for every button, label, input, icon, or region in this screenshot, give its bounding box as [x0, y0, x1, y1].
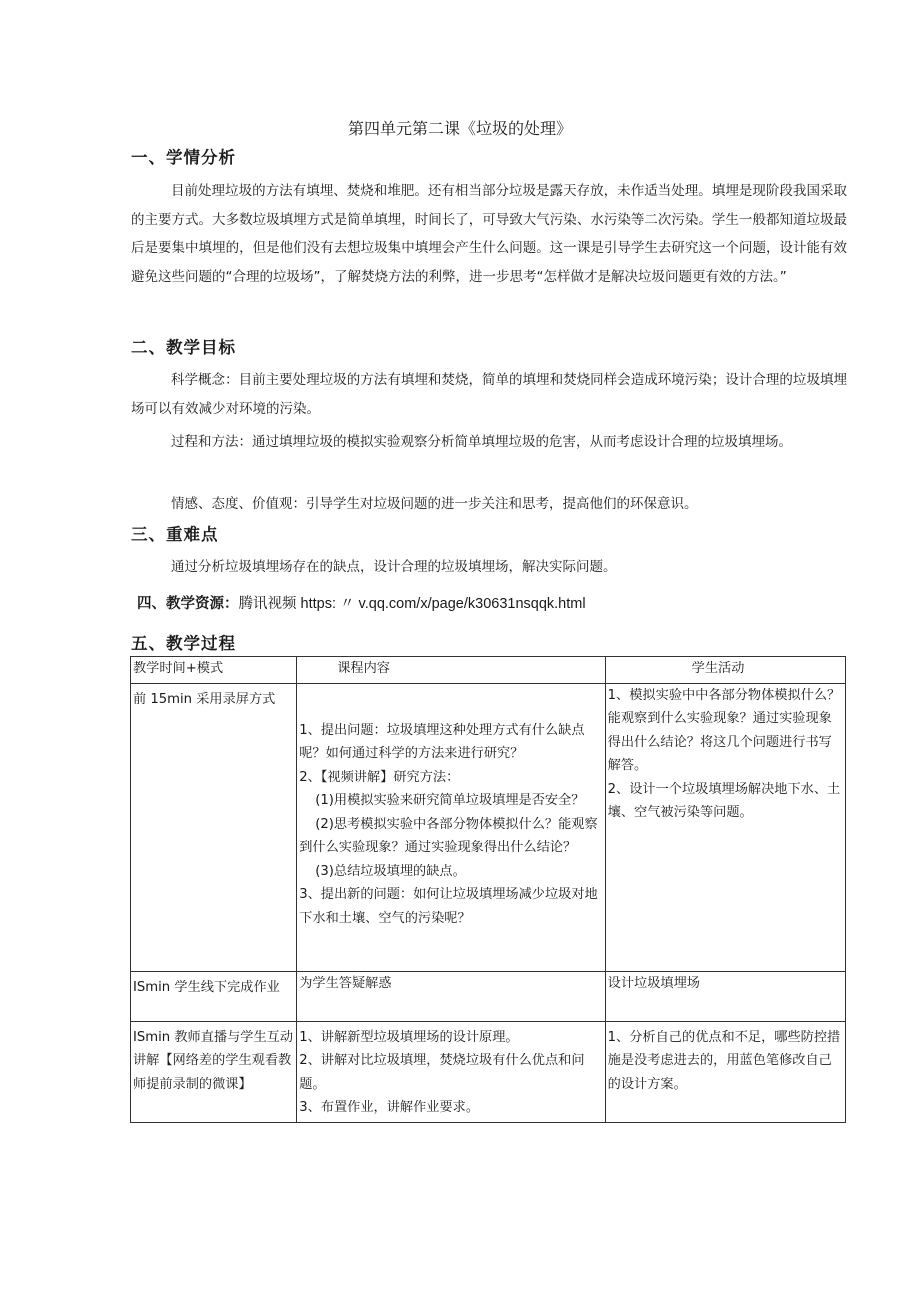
table-header-row [131, 657, 846, 684]
resources-line [137, 593, 586, 615]
section-heading-process: 五、教学过程 [131, 634, 236, 653]
row3-content-c3: 3、布置作业，讲解作业要求。 [299, 1100, 480, 1115]
row3-activity: 1、分析自己的优点和不足，哪些防控措施是没考虑进去的，用蓝色笔修改自己的设计方案。 [605, 1021, 845, 1122]
row1-content-s2: (2)思考模拟实验中各部分物体模拟什么？能观察到什么实验现象？通过实验现象得出什么结论？ [299, 816, 598, 855]
document-title: 第四单元第二课《垃圾的处理》 [347, 119, 572, 138]
row1-content-p1: 1、提出问题：垃圾填埋这种处理方式有什么缺点呢？如何通过科学的方法来进行研究？ [299, 722, 585, 761]
table-header-content: 课程内容 [297, 657, 605, 684]
section-heading-analysis: 一、学情分析 [131, 148, 236, 167]
table-header-time: 教学时间+模式 [131, 657, 297, 684]
row1-content-s1: (1)用模拟实验来研究简单垃圾填埋是否安全？ [315, 793, 585, 808]
resources-link[interactable]: 腾讯视频 https: 〃 v.qq.com/x/page/k30631nsqqk.html [238, 596, 586, 612]
goals-attitude-paragraph: 情感、态度、价值观：引导学生对垃圾问题的进一步关注和思考，提高他们的环保意识。 [171, 496, 698, 512]
row3-content-c2: 2、讲解对比垃圾填埋，焚烧垃圾有什么优点和问题。 [299, 1053, 585, 1092]
table-header-activity: 学生活动 [605, 657, 845, 684]
resources-label: 四、教学资源： [137, 596, 239, 612]
table-row [131, 1021, 846, 1122]
section-heading-goals: 二、教学目标 [131, 338, 236, 357]
key-paragraph: 通过分析垃圾填埋场存在的缺点，设计合理的垃圾填埋场，解决实际问题。 [171, 559, 617, 575]
table-row [131, 971, 846, 1021]
table-row [131, 683, 846, 971]
goals-process-paragraph: 过程和方法：通过填埋垃圾的模拟实验观察分析简单填埋垃圾的危害，从而考虑设计合理的垃圾填埋场。 [171, 434, 792, 450]
analysis-paragraph: 目前处理垃圾的方法有填埋、焚烧和堆肥。还有相当部分垃圾是露天存放，未作适当处理。填埋是现阶段我国采取的主要方式。大多数垃圾填埋方式是简单填埋，时间长了，可导致大气污染、水污染等二次污染。学生一般都知道垃圾最后是要集中填埋的，但是他们没有去想垃圾集中填埋会产生什么问题。这一课是引导学生去研究这一个问题，设计能有效避免这些问题的“合理的垃圾场”，了解焚烧方法的利弊，进一步思考“怎样做才是解决垃圾问题更有效的方法。” [131, 183, 847, 285]
row2-time: ISmin 学生线下完成作业 [131, 971, 297, 1021]
row1-content-p2: 2、【视频讲解】研究方法： [299, 769, 460, 785]
row1-content-p3: 3、提出新的问题：如何让垃圾填埋场减少垃圾对地下水和土壤、空气的污染呢？ [299, 887, 598, 926]
row1-activity-a2: 2、设计一个垃圾填埋场解决地下水、土壤、空气被污染等问题。 [607, 781, 841, 820]
row3-content-c1: 1、讲解新型垃圾填埋场的设计原理。 [299, 1029, 519, 1045]
row2-activity: 设计垃圾填埋场 [605, 971, 845, 1021]
row1-content-s3: (3)总结垃圾填埋的缺点。 [315, 863, 466, 879]
row3-time: ISmin 教师直播与学生互动讲解【网络差的学生观看教师提前录制的微课】 [131, 1021, 297, 1122]
section-heading-key: 三、重难点 [131, 525, 219, 544]
goals-concept-paragraph: 科学概念：目前主要处理垃圾的方法有填埋和焚烧，简单的填埋和焚烧同样会造成环境污染；设计合理的垃圾填埋场可以有效减少对环境的污染。 [131, 372, 847, 417]
row1-content [297, 683, 605, 971]
row1-activity [605, 683, 845, 971]
teaching-process-table [130, 656, 846, 1123]
row2-content: 为学生答疑解惑 [297, 971, 605, 1021]
row3-content [297, 1021, 605, 1122]
row1-time: 前 15min 采用录屏方式 [131, 683, 297, 971]
row1-activity-a1: 1、模拟实验中中各部分物体模拟什么？能观察到什么实验现象？通过实验现象得出什么结论？将这几个问题进行书写解答。 [607, 687, 841, 773]
